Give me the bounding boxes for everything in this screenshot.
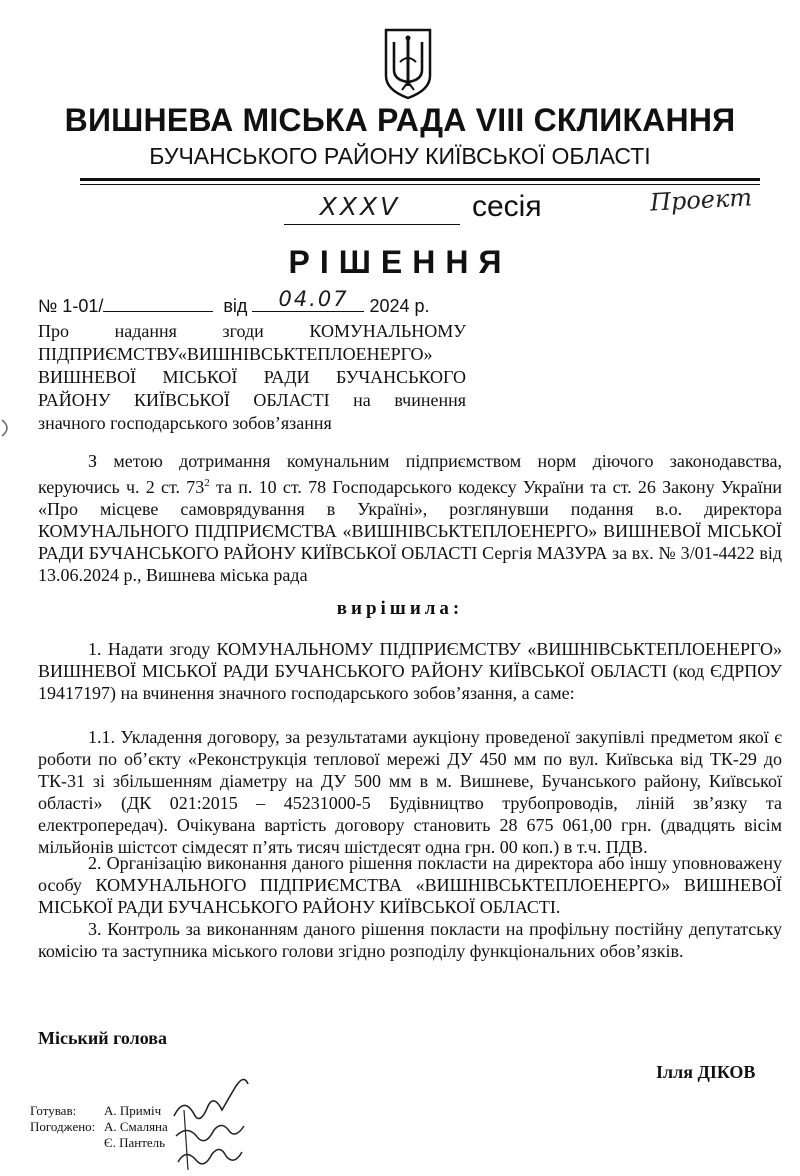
number-blank (103, 297, 213, 312)
item-1-1: 1.1. Укладення договору, за результатами аукціону проведеної закупівлі предметом якої є роботи по об’єкту «Реконструкція теплової мережі ДУ 450 мм по вул. Київська від ТК-29 до ТК-31 зі збільшенням діаметру на ДУ 500 мм в м. Вишневе, Бучанського району, Київської області» (ДК 021:2015 – 45231000-5 Будівництво трубопроводів, ліній зв’язку та електропередач). Очікувана вартість договору становить 28 675 061,00 грн. (двадцять вісім мільйонів шістсот сімдесят п’ять тисяч шістдесят одна грн. 00 коп.) в т.ч. ПДВ. (38, 727, 782, 857)
resolved-heading: вирішила: (336, 598, 464, 619)
agreed-name-2: Є. Пантель (104, 1135, 166, 1150)
from-label: від (223, 296, 248, 316)
agreed-label: Погоджено: (30, 1119, 96, 1134)
session-label: сесія (472, 190, 542, 223)
header-rule-thin (80, 184, 760, 185)
date-blank (252, 287, 364, 312)
council-district: БУЧАНСЬКОГО РАЙОНУ КИЇВСЬКОЇ ОБЛАСТІ (149, 143, 651, 169)
mayor-title: Міський голова (38, 1028, 167, 1048)
decision-subject (38, 320, 466, 435)
decision-number-line (38, 287, 430, 317)
session-underline (284, 224, 460, 225)
council-title: ВИШНЕВА МІСЬКА РАДА VIII СКЛИКАННЯ (64, 102, 736, 138)
decision-title: РІШЕННЯ (288, 244, 512, 280)
date-handwritten: 04.07 (278, 287, 349, 311)
item-1: 1. Надати згоду КОМУНАЛЬНОМУ ПІДПРИЄМСТВУ «ВИШНІВСЬКТЕПЛОЕНЕРГО» ВИШНЕВОЇ МІСЬКОЇ РАДИ БУЧАНСЬКОГО РАЙОНУ КИЇВСЬКОЇ ОБЛАСТІ (код ЄДРПОУ 19417197) на вчинення значного господарського зобов’язання, а саме: (38, 639, 782, 703)
session-number: XXXV (319, 192, 401, 221)
subject-line: РАЙОНУ КИЇВСЬКОЇ ОБЛАСТІ на вчинення (38, 390, 466, 410)
item-2: 2. Організацію виконання даного рішення покласти на директора або іншу уповноважену особу КОМУНАЛЬНОГО ПІДПРИЄМСТВА «ВИШНІВСЬКТЕПЛОЕНЕРГО» ВИШНЕВОЇ МІСЬКОЇ РАДИ БУЧАНСЬКОГО РАЙОНУ КИЇВСЬКОЇ ОБЛАСТІ. (38, 853, 782, 917)
item-3: 3. Контроль за виконанням даного рішення покласти на профільну постійну депутатську комісію та заступника міського голови згідно розподілу функціональних обов’язків. (38, 919, 782, 961)
binder-hole-mark (0, 418, 14, 438)
agreed-name-1: А. Смаляна (104, 1119, 168, 1134)
header-rule-thick (80, 178, 760, 181)
subject-line: ПІДПРИЄМСТВУ«ВИШНІВСЬКТЕПЛОЕНЕРГО» (38, 344, 433, 364)
number-prefix: № 1-01/ (38, 296, 104, 316)
draft-mark: Проект (649, 183, 753, 217)
preamble: З метою дотримання комунальним підприємством норм діючого законодавства, керуючись ч. 2 ст. $73^2$ та п. 10 ст. 78 Господарського кодексу України та ст. 26 Закону України «Про місцеве самоврядування в Україні», розглянувши подання в.о. директора КОМУНАЛЬНОГО ПІДПРИЄМСТВА «ВИШНІВСЬКТЕПЛОЕНЕРГО» ВИШНЕВОЇ МІСЬКОЇ РАДИ БУЧАНСЬКОГО РАЙОНУ КИЇВСЬКОЇ ОБЛАСТІ Сергія МАЗУРА за вх. № 3/01-4422 від 13.06.2024 р., Вишнева міська рада (38, 451, 782, 585)
subject-line: ВИШНЕВОЇ МІСЬКОЇ РАДИ БУЧАНСЬКОГО (38, 367, 466, 387)
decision-year: 2024 р. (369, 296, 430, 316)
trident-emblem-icon (380, 26, 436, 102)
mayor-name: Ілля ДІКОВ (656, 1062, 756, 1082)
handwritten-signatures (164, 1066, 264, 1176)
prepared-label: Готував: (30, 1103, 77, 1118)
subject-line: Про надання згоди КОМУНАЛЬНОМУ (38, 321, 466, 341)
subject-line: значного господарського зобов’язання (38, 413, 332, 433)
prepared-name: А. Приміч (104, 1103, 162, 1118)
